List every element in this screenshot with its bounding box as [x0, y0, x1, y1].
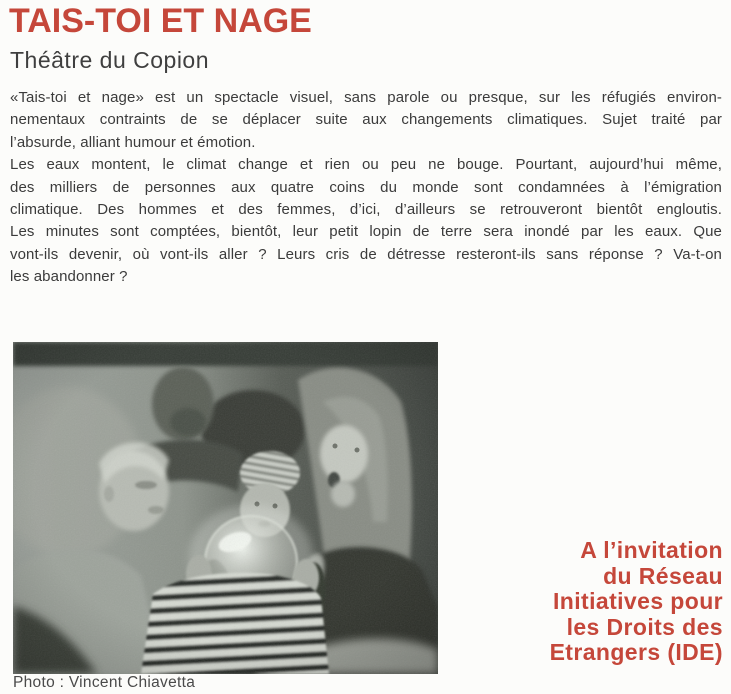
- photo-caption: Photo : Vincent Chiavetta: [13, 674, 196, 691]
- paragraph-line: Les minutes sont comptées, bientôt, leur petit lopin de terre sera inondé par les eaux. Que: [10, 223, 722, 241]
- paragraph-line: Les eaux montent, le climat change et rien ou peu ne bouge. Pourtant, aujourd’hui même,: [10, 156, 722, 174]
- invitation-line: A l’invitation: [580, 537, 723, 563]
- page-title: TAIS-TOI ET NAGE: [9, 2, 312, 40]
- invitation-line: du Réseau: [603, 562, 723, 589]
- performance-photo: [13, 342, 438, 674]
- paragraph-line: des milliers de personnes aux quatre coins du monde sont condamnées à l’émigration: [10, 178, 722, 196]
- show-description: [10, 87, 722, 289]
- page-subtitle: Théâtre du Copion: [10, 47, 210, 73]
- paragraph-line: vont-ils devenir, où vont-ils aller ? Leurs cris de détresse resteront-ils sans réponse ? Va-t-on: [10, 245, 722, 263]
- paragraph-line: «Tais-toi et nage» est un spectacle visuel, sans parole ou presque, sur les réfugiés environ-: [10, 89, 722, 106]
- performance-photo-illustration: [13, 342, 438, 674]
- invitation-line: Initiatives pour: [553, 588, 723, 614]
- invitation-line: Etrangers (IDE): [549, 639, 723, 665]
- paragraph-line: l’absurde, alliant humour et émotion.: [10, 133, 256, 151]
- paragraph-line: les abandonner ?: [10, 268, 128, 286]
- paragraph-2: [10, 154, 722, 288]
- invitation-note: [463, 538, 723, 666]
- paragraph-line: climatique. Des hommes et des femmes, d’ici, d’ailleurs se retrouveront bientôt engloutis.: [10, 201, 722, 219]
- paragraph-1: [10, 87, 722, 154]
- invitation-line: les Droits des: [566, 613, 723, 640]
- paragraph-line: nementaux contraints de se déplacer suite aux changements climatiques. Sujet traité par: [10, 111, 722, 129]
